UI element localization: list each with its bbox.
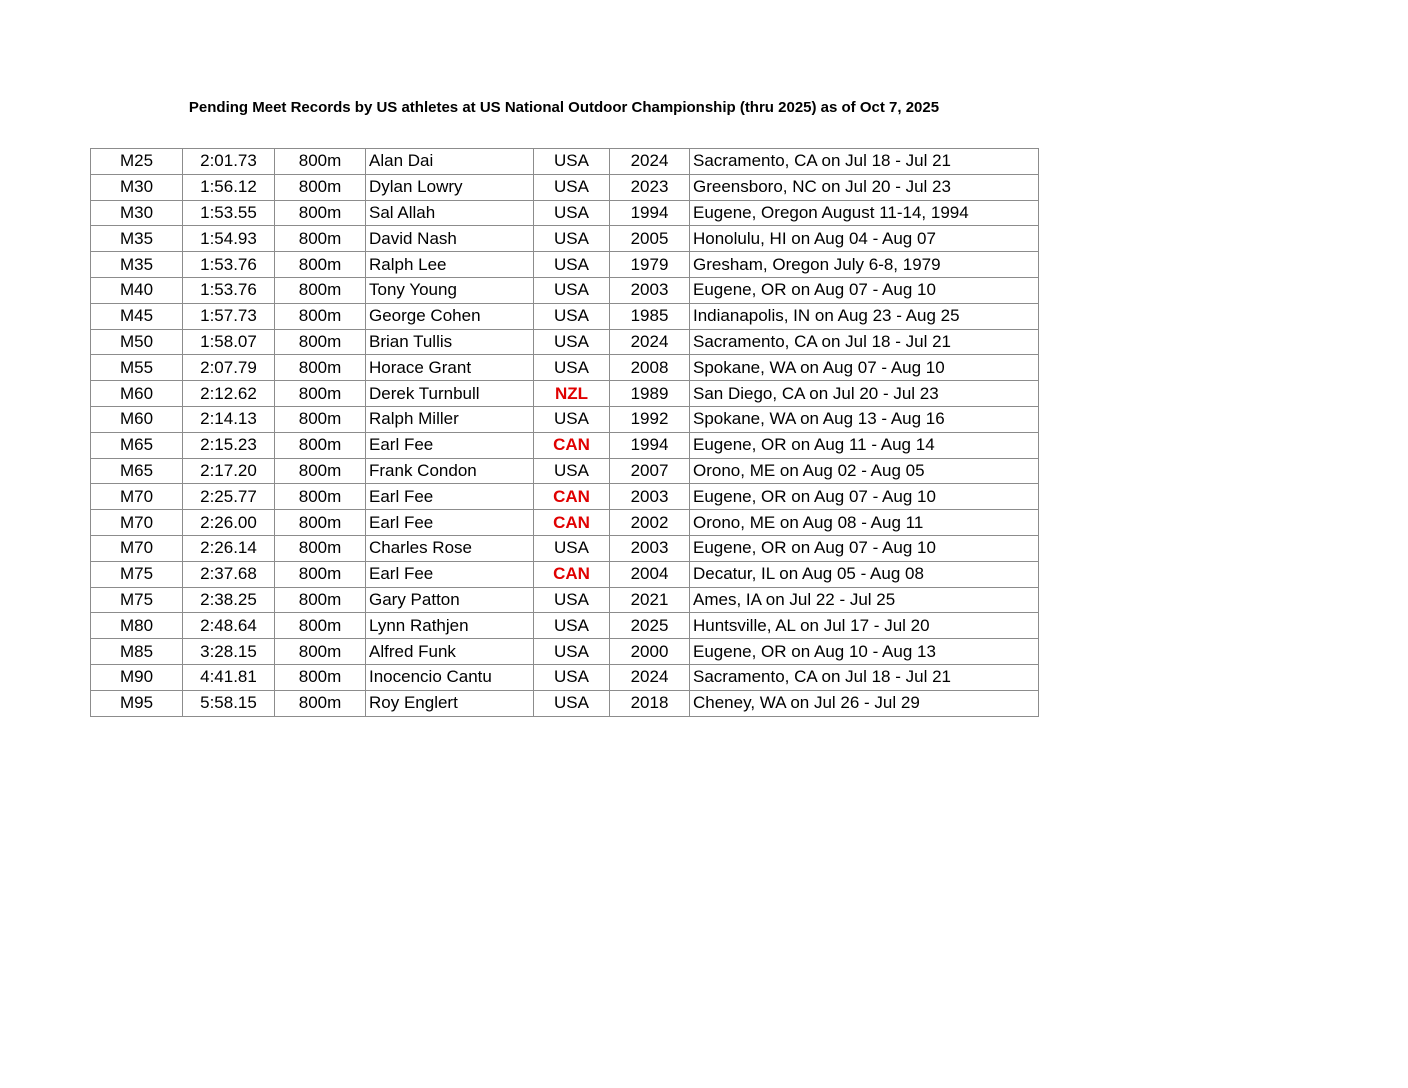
meet-cell: Cheney, WA on Jul 26 - Jul 29 [690, 690, 1039, 716]
event-cell: 800m [275, 200, 366, 226]
year-cell: 1979 [610, 252, 690, 278]
country-cell: USA [534, 355, 610, 381]
time-cell: 1:57.73 [183, 303, 275, 329]
table-row [91, 484, 1039, 510]
age-group-cell: M35 [91, 226, 183, 252]
age-group-cell: M75 [91, 587, 183, 613]
table-row [91, 200, 1039, 226]
athlete-name-cell: Tony Young [366, 277, 534, 303]
table-row [91, 149, 1039, 175]
time-cell: 2:07.79 [183, 355, 275, 381]
age-group-cell: M55 [91, 355, 183, 381]
table-row [91, 587, 1039, 613]
year-cell: 2007 [610, 458, 690, 484]
athlete-name-cell: Charles Rose [366, 535, 534, 561]
meet-cell: Huntsville, AL on Jul 17 - Jul 20 [690, 613, 1039, 639]
age-group-cell: M80 [91, 613, 183, 639]
athlete-name-cell: Derek Turnbull [366, 381, 534, 407]
meet-cell: Gresham, Oregon July 6-8, 1979 [690, 252, 1039, 278]
age-group-cell: M35 [91, 252, 183, 278]
age-group-cell: M60 [91, 406, 183, 432]
year-cell: 1994 [610, 432, 690, 458]
table-row [91, 381, 1039, 407]
year-cell: 2002 [610, 510, 690, 536]
event-cell: 800m [275, 381, 366, 407]
table-row [91, 252, 1039, 278]
age-group-cell: M30 [91, 174, 183, 200]
year-cell: 2004 [610, 561, 690, 587]
meet-cell: Sacramento, CA on Jul 18 - Jul 21 [690, 149, 1039, 175]
country-cell: CAN [534, 484, 610, 510]
table-row [91, 355, 1039, 381]
meet-cell: Ames, IA on Jul 22 - Jul 25 [690, 587, 1039, 613]
athlete-name-cell: Dylan Lowry [366, 174, 534, 200]
athlete-name-cell: Roy Englert [366, 690, 534, 716]
meet-cell: Decatur, IL on Aug 05 - Aug 08 [690, 561, 1039, 587]
athlete-name-cell: Earl Fee [366, 484, 534, 510]
age-group-cell: M65 [91, 432, 183, 458]
year-cell: 1985 [610, 303, 690, 329]
year-cell: 2003 [610, 484, 690, 510]
country-cell: USA [534, 639, 610, 665]
country-cell: USA [534, 613, 610, 639]
country-cell: USA [534, 458, 610, 484]
year-cell: 2003 [610, 535, 690, 561]
age-group-cell: M60 [91, 381, 183, 407]
time-cell: 2:12.62 [183, 381, 275, 407]
event-cell: 800m [275, 458, 366, 484]
time-cell: 2:25.77 [183, 484, 275, 510]
age-group-cell: M30 [91, 200, 183, 226]
year-cell: 2025 [610, 613, 690, 639]
year-cell: 2003 [610, 277, 690, 303]
meet-cell: Eugene, OR on Aug 07 - Aug 10 [690, 484, 1039, 510]
event-cell: 800m [275, 406, 366, 432]
event-cell: 800m [275, 535, 366, 561]
table-row [91, 535, 1039, 561]
year-cell: 2023 [610, 174, 690, 200]
age-group-cell: M70 [91, 484, 183, 510]
country-cell: CAN [534, 561, 610, 587]
time-cell: 1:53.76 [183, 252, 275, 278]
meet-cell: Eugene, OR on Aug 10 - Aug 13 [690, 639, 1039, 665]
event-cell: 800m [275, 561, 366, 587]
event-cell: 800m [275, 303, 366, 329]
event-cell: 800m [275, 277, 366, 303]
country-cell: USA [534, 174, 610, 200]
athlete-name-cell: Alfred Funk [366, 639, 534, 665]
country-cell: NZL [534, 381, 610, 407]
table-row [91, 174, 1039, 200]
athlete-name-cell: Earl Fee [366, 432, 534, 458]
country-cell: USA [534, 200, 610, 226]
time-cell: 5:58.15 [183, 690, 275, 716]
event-cell: 800m [275, 432, 366, 458]
athlete-name-cell: David Nash [366, 226, 534, 252]
meet-cell: Sacramento, CA on Jul 18 - Jul 21 [690, 664, 1039, 690]
event-cell: 800m [275, 587, 366, 613]
time-cell: 1:54.93 [183, 226, 275, 252]
age-group-cell: M45 [91, 303, 183, 329]
country-cell: USA [534, 329, 610, 355]
athlete-name-cell: Sal Allah [366, 200, 534, 226]
year-cell: 2024 [610, 149, 690, 175]
time-cell: 2:15.23 [183, 432, 275, 458]
country-cell: USA [534, 690, 610, 716]
meet-cell: San Diego, CA on Jul 20 - Jul 23 [690, 381, 1039, 407]
age-group-cell: M95 [91, 690, 183, 716]
country-cell: USA [534, 587, 610, 613]
event-cell: 800m [275, 252, 366, 278]
athlete-name-cell: Ralph Miller [366, 406, 534, 432]
meet-cell: Orono, ME on Aug 08 - Aug 11 [690, 510, 1039, 536]
time-cell: 1:53.55 [183, 200, 275, 226]
age-group-cell: M85 [91, 639, 183, 665]
country-cell: USA [534, 149, 610, 175]
country-cell: CAN [534, 432, 610, 458]
athlete-name-cell: Lynn Rathjen [366, 613, 534, 639]
country-cell: USA [534, 664, 610, 690]
event-cell: 800m [275, 613, 366, 639]
time-cell: 2:48.64 [183, 613, 275, 639]
year-cell: 2018 [610, 690, 690, 716]
time-cell: 2:26.14 [183, 535, 275, 561]
event-cell: 800m [275, 639, 366, 665]
table-row [91, 664, 1039, 690]
event-cell: 800m [275, 690, 366, 716]
meet-cell: Eugene, OR on Aug 07 - Aug 10 [690, 535, 1039, 561]
athlete-name-cell: Earl Fee [366, 561, 534, 587]
event-cell: 800m [275, 329, 366, 355]
meet-cell: Greensboro, NC on Jul 20 - Jul 23 [690, 174, 1039, 200]
meet-cell: Eugene, Oregon August 11-14, 1994 [690, 200, 1039, 226]
table-row [91, 406, 1039, 432]
time-cell: 1:58.07 [183, 329, 275, 355]
age-group-cell: M25 [91, 149, 183, 175]
age-group-cell: M65 [91, 458, 183, 484]
age-group-cell: M40 [91, 277, 183, 303]
table-row [91, 303, 1039, 329]
year-cell: 2000 [610, 639, 690, 665]
year-cell: 1994 [610, 200, 690, 226]
time-cell: 2:17.20 [183, 458, 275, 484]
table-row [91, 690, 1039, 716]
country-cell: USA [534, 535, 610, 561]
meet-cell: Eugene, OR on Aug 07 - Aug 10 [690, 277, 1039, 303]
event-cell: 800m [275, 510, 366, 536]
country-cell: USA [534, 406, 610, 432]
country-cell: CAN [534, 510, 610, 536]
time-cell: 2:37.68 [183, 561, 275, 587]
table-row [91, 639, 1039, 665]
country-cell: USA [534, 303, 610, 329]
event-cell: 800m [275, 484, 366, 510]
records-table [90, 148, 1039, 717]
age-group-cell: M75 [91, 561, 183, 587]
athlete-name-cell: Inocencio Cantu [366, 664, 534, 690]
event-cell: 800m [275, 664, 366, 690]
meet-cell: Eugene, OR on Aug 11 - Aug 14 [690, 432, 1039, 458]
athlete-name-cell: George Cohen [366, 303, 534, 329]
year-cell: 2008 [610, 355, 690, 381]
year-cell: 2021 [610, 587, 690, 613]
athlete-name-cell: Gary Patton [366, 587, 534, 613]
meet-cell: Sacramento, CA on Jul 18 - Jul 21 [690, 329, 1039, 355]
athlete-name-cell: Brian Tullis [366, 329, 534, 355]
year-cell: 2024 [610, 664, 690, 690]
table-row [91, 329, 1039, 355]
year-cell: 1992 [610, 406, 690, 432]
age-group-cell: M90 [91, 664, 183, 690]
time-cell: 4:41.81 [183, 664, 275, 690]
meet-cell: Orono, ME on Aug 02 - Aug 05 [690, 458, 1039, 484]
athlete-name-cell: Horace Grant [366, 355, 534, 381]
table-row [91, 613, 1039, 639]
year-cell: 2005 [610, 226, 690, 252]
time-cell: 3:28.15 [183, 639, 275, 665]
age-group-cell: M50 [91, 329, 183, 355]
meet-cell: Spokane, WA on Aug 07 - Aug 10 [690, 355, 1039, 381]
event-cell: 800m [275, 355, 366, 381]
athlete-name-cell: Ralph Lee [366, 252, 534, 278]
event-cell: 800m [275, 174, 366, 200]
table-row [91, 458, 1039, 484]
athlete-name-cell: Frank Condon [366, 458, 534, 484]
country-cell: USA [534, 252, 610, 278]
table-row [91, 510, 1039, 536]
age-group-cell: M70 [91, 510, 183, 536]
time-cell: 2:01.73 [183, 149, 275, 175]
time-cell: 2:14.13 [183, 406, 275, 432]
year-cell: 2024 [610, 329, 690, 355]
meet-cell: Indianapolis, IN on Aug 23 - Aug 25 [690, 303, 1039, 329]
event-cell: 800m [275, 149, 366, 175]
table-row [91, 561, 1039, 587]
age-group-cell: M70 [91, 535, 183, 561]
event-cell: 800m [275, 226, 366, 252]
time-cell: 1:56.12 [183, 174, 275, 200]
meet-cell: Honolulu, HI on Aug 04 - Aug 07 [690, 226, 1039, 252]
page-title: Pending Meet Records by US athletes at US National Outdoor Championship (thru 2025) as of Oct 7, 2025 [188, 99, 940, 116]
athlete-name-cell: Alan Dai [366, 149, 534, 175]
records-table-body [91, 149, 1039, 717]
table-row [91, 226, 1039, 252]
country-cell: USA [534, 226, 610, 252]
time-cell: 2:26.00 [183, 510, 275, 536]
time-cell: 2:38.25 [183, 587, 275, 613]
table-row [91, 432, 1039, 458]
athlete-name-cell: Earl Fee [366, 510, 534, 536]
country-cell: USA [534, 277, 610, 303]
time-cell: 1:53.76 [183, 277, 275, 303]
table-row [91, 277, 1039, 303]
meet-cell: Spokane, WA on Aug 13 - Aug 16 [690, 406, 1039, 432]
year-cell: 1989 [610, 381, 690, 407]
